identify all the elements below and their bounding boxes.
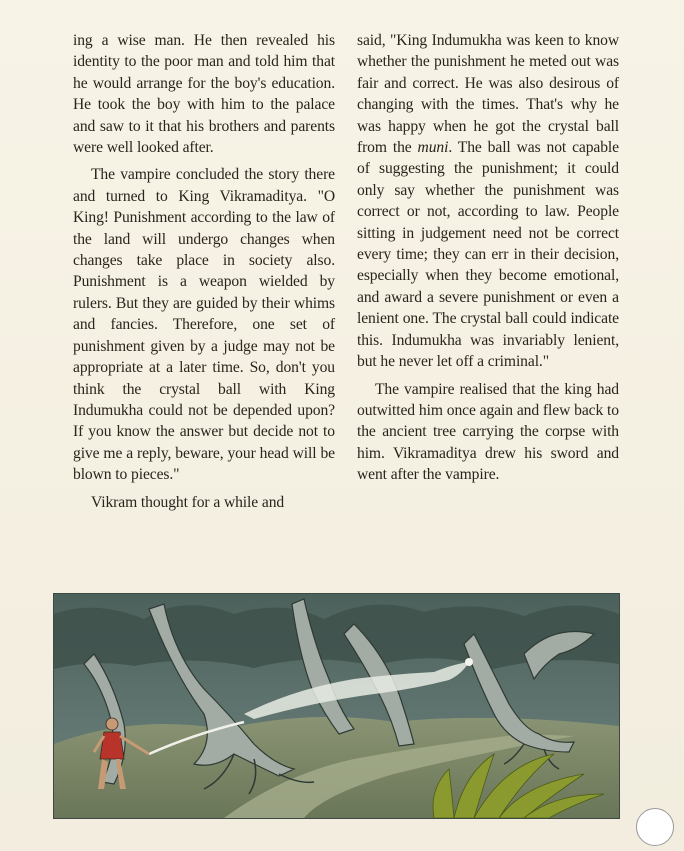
story-text-area bbox=[73, 30, 619, 578]
right-paragraph-1-part-b: . The ball was not capable of suggesting the punishment; it could only say whether the punishment was correct or not, according to law. People sitting in judgement need not be correct every time; they can err in their decision, especially when they become emotional, and award a severe punishment or even a lenient one. The crystal ball could indicate this. Indumukha was invariably lenient, but he never let off a criminal." bbox=[357, 139, 619, 371]
left-paragraph-3: Vikram thought for a while and bbox=[91, 493, 285, 511]
right-paragraph-1 bbox=[357, 30, 619, 373]
right-paragraph-1-emphasis: muni bbox=[417, 139, 449, 157]
right-paragraph-1-part-a: said, "King Indumukha was keen to know whether the punishment he meted out was fair and correct. He was also desirous of changing with the times. That's why he was happy when he got the crystal ball from the bbox=[357, 32, 619, 157]
left-paragraph-2: The vampire concluded the story there and turned to King Vikramaditya. "O King! Punishment according to the law of the land will undergo changes when changes take place in society also. Punishment is a weapon wielded by rulers. But they are guided by their whims and fancies. Therefore, one set of punishment given by a judge may not be appropriate at a later time. So, don't you think the crystal ball with King Indumukha could not be depended upon? If you know the answer but decide not to give me a reply, beware, your head will be blown to pieces." bbox=[73, 166, 335, 484]
forest-chase-illustration bbox=[53, 593, 620, 819]
forest-chase-illustration-icon bbox=[54, 594, 619, 818]
publisher-logo-stamp bbox=[636, 808, 674, 846]
right-paragraph-2: The vampire realised that the king had outwitted him once again and flew back to the ancient tree carrying the corpse with him. Vikramaditya drew his sword and went after the vampire. bbox=[357, 380, 619, 484]
left-paragraph-1: ing a wise man. He then revealed his identity to the poor man and told him that he would arrange for the boy's education. He took the boy with him to the palace and saw to it that his brothers and parents were well looked after. bbox=[73, 32, 335, 157]
left-column bbox=[73, 30, 335, 578]
right-column bbox=[357, 30, 619, 578]
